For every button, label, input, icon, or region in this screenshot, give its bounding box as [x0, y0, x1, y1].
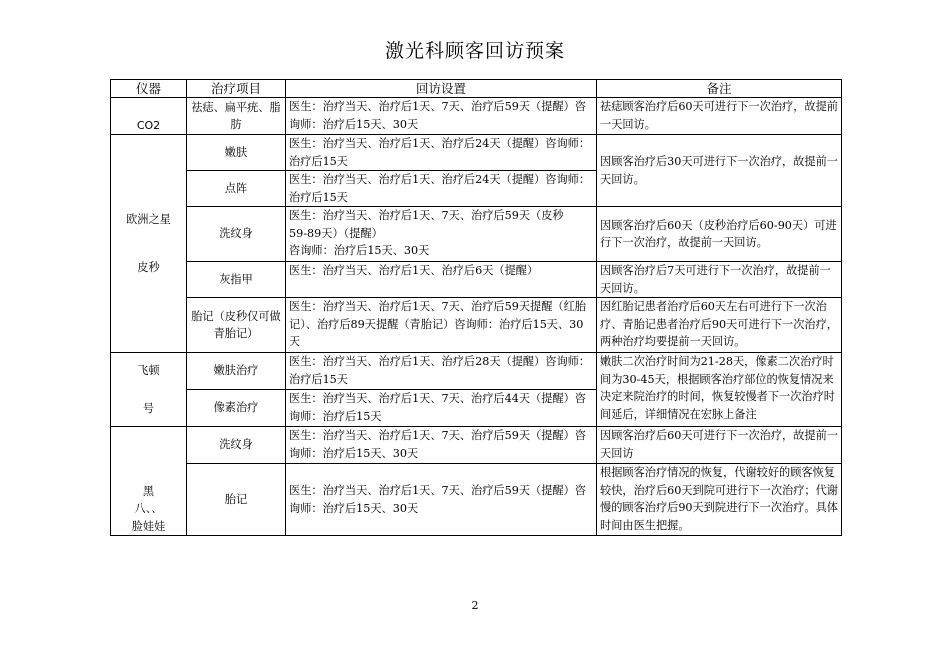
revisit-plan-table	[110, 79, 842, 536]
revisit-cell: 医生：治疗当天、治疗后1天、7天、治疗后59天（皮秒 59-89天）（提醒） 咨询师：治疗后15天、30天	[286, 207, 597, 262]
note-cell: 因顾客治疗后7天可进行下一次治疗，故提前一天回访。	[597, 262, 842, 298]
revisit-cell: 医生：治疗当天、治疗后1天、治疗后24天（提醒）咨询师：治疗后15天	[286, 135, 597, 171]
device-cell: CO2	[111, 98, 187, 135]
device-cell: 黑 八、、 脸娃娃	[111, 427, 187, 536]
note-cell: 嫩肤二次治疗时间为21-28天，像素二次治疗时间为30-45天，根据顾客治疗部位的恢复情况来决定来院治疗的时间，恢复较慢者下一次治疗时间延后，详细情况在宏脉上备注	[597, 353, 842, 427]
note-cell: 祛痣顾客治疗后60天可进行下一次治疗，故提前一天回访。	[597, 98, 842, 135]
header-row	[111, 80, 842, 98]
table-row	[111, 262, 842, 298]
revisit-cell: 医生：治疗当天、治疗后1天、治疗后24天（提醒）咨询师：治疗后15天	[286, 171, 597, 207]
revisit-cell: 医生：治疗当天、治疗后1天、治疗后6天（提醒）	[286, 262, 597, 298]
header-note: 备注	[597, 80, 842, 98]
device-cell: 飞顿 号	[111, 353, 187, 427]
treatment-cell: 洗纹身	[187, 207, 286, 262]
treatment-cell: 灰指甲	[187, 262, 286, 298]
revisit-cell: 医生：治疗当天、治疗后1天、治疗后28天（提醒）咨询师：治疗后15天	[286, 353, 597, 390]
table-row	[111, 135, 842, 171]
table-row	[111, 98, 842, 135]
revisit-cell: 医生：治疗当天、治疗后1天、7天、治疗后59天（提醒）咨询师：治疗后15天、30天	[286, 427, 597, 464]
note-cell: 因顾客治疗后30天可进行下一次治疗，故提前一天回访。	[597, 135, 842, 207]
treatment-cell: 嫩肤治疗	[187, 353, 286, 390]
header-device: 仪器	[111, 80, 187, 98]
treatment-cell: 像素治疗	[187, 390, 286, 427]
note-cell: 因红胎记患者治疗后60天左右可进行下一次治疗、青胎记患者治疗后90天可进行下一次治疗，两种治疗均要提前一天回访。	[597, 298, 842, 353]
table-row	[111, 464, 842, 536]
device-cell: 欧洲之星 皮秒	[111, 135, 187, 353]
note-cell: 因顾客治疗后60天可进行下一次治疗，故提前一天回访	[597, 427, 842, 464]
table-row	[111, 298, 842, 353]
treatment-cell: 嫩肤	[187, 135, 286, 171]
header-revisit: 回访设置	[286, 80, 597, 98]
table-row	[111, 427, 842, 464]
treatment-cell: 点阵	[187, 171, 286, 207]
treatment-cell: 洗纹身	[187, 427, 286, 464]
table-row	[111, 353, 842, 390]
note-cell: 因顾客治疗后60天（皮秒治疗后60-90天）可进行下一次治疗，故提前一天回访。	[597, 207, 842, 262]
revisit-cell: 医生：治疗当天、治疗后1天、7天、治疗后59天提醒（红胎记）、治疗后89天提醒（青胎记）咨询师：治疗后15天、30天	[286, 298, 597, 353]
treatment-cell: 胎记（皮秒仅可做青胎记）	[187, 298, 286, 353]
revisit-cell: 医生：治疗当天、治疗后1天、7天、治疗后59天（提醒）咨询师：治疗后15天、30天	[286, 464, 597, 536]
header-treatment: 治疗项目	[187, 80, 286, 98]
page-number: 2	[471, 599, 479, 612]
note-cell: 根据顾客治疗情况的恢复，代谢较好的顾客恢复较快，治疗后60天到院可进行下一次治疗；代谢慢的顾客治疗后90天到院进行下一次治疗。具体时间由医生把握。	[597, 464, 842, 536]
treatment-cell: 胎记	[187, 464, 286, 536]
revisit-cell: 医生：治疗当天、治疗后1天、7天、治疗后44天（提醒）咨询师：治疗后15天	[286, 390, 597, 427]
treatment-cell: 祛痣、扁平疣、脂肪	[187, 98, 286, 135]
document-title: 激光科顾客回访预案	[384, 40, 565, 62]
table-row	[111, 207, 842, 262]
revisit-cell: 医生：治疗当天、治疗后1天、7天、治疗后59天（提醒）咨询师：治疗后15天、30天	[286, 98, 597, 135]
